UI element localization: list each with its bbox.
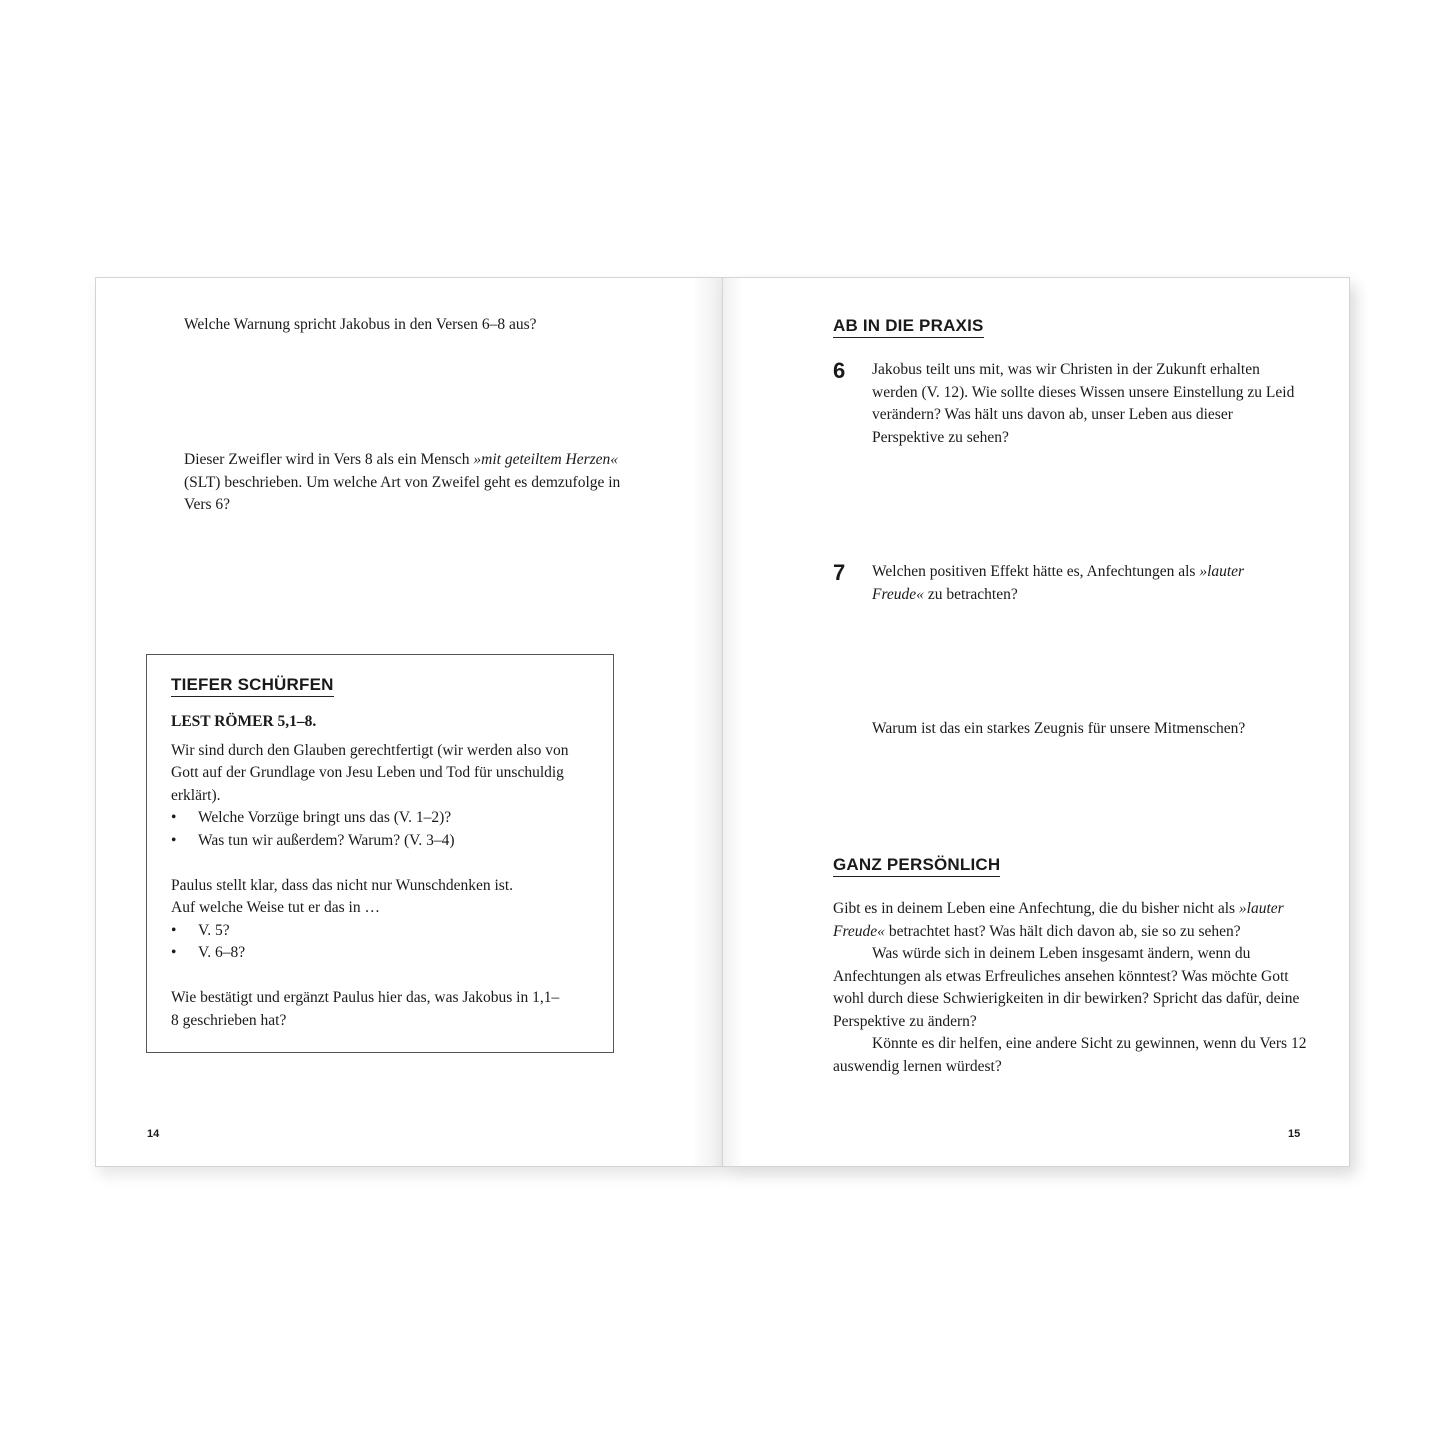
text: Gibt es in deinem Leben eine Anfechtung, die du bisher nicht als: [833, 900, 1239, 917]
quote: »lauter Freude«: [872, 563, 1245, 603]
quote: »mit geteiltem Herzen«: [473, 451, 619, 468]
quote: »lauter Freude«: [833, 900, 1284, 940]
text: Welchen positiven Effekt hätte es, Anfechtungen als: [872, 563, 1200, 580]
page-number: 14: [147, 1128, 160, 1140]
bullet: •: [171, 921, 177, 939]
question-number: 6: [833, 358, 846, 383]
bullet-text: Welche Vorzüge bringt uns das (V. 1–2)?: [198, 809, 452, 826]
list-item: [171, 920, 586, 943]
personal-para-1: [833, 898, 1308, 943]
list-item: [171, 807, 586, 830]
question-number: 7: [833, 560, 846, 585]
list-item: [171, 942, 586, 965]
box-intro: Wir sind durch den Glauben gerechtfertigt (wir werden also von Gott auf der Grundlage von Jesu Leben und Tod für unschuldig erklärt).: [171, 741, 569, 804]
text: zu betrachten?: [923, 585, 1018, 603]
gutter-shadow: [723, 278, 743, 1166]
text: Dieser Zweifler wird in Vers 8 als ein Mensch: [184, 451, 474, 468]
left-page: [95, 277, 723, 1167]
question-warning: Welche Warnung spricht Jakobus in den Versen 6–8 aus?: [184, 316, 537, 333]
box-para-2: Paulus stellt klar, dass das nicht nur Wunschdenken ist.: [171, 876, 514, 894]
text: (SLT) beschrieben. Um welche Art von Zweifel geht es demzufolge in Vers 6?: [184, 473, 621, 513]
box-subtitle: LEST RÖMER 5,1–8.: [171, 713, 317, 730]
section-title-praxis: AB IN DIE PRAXIS: [833, 316, 984, 338]
question-doubter: [184, 449, 624, 517]
box-content: [171, 711, 586, 1032]
box-para-2b: Auf welche Weise tut er das in …: [171, 899, 380, 916]
question-6: Jakobus teilt uns mit, was wir Christen in der Zukunft erhalten werden (V. 12). Wie sollte dieses Wissen unsere Einstellung zu Leid verändern? Was hält uns davon ab, unser Leben aus dieser Perspektive zu sehen?: [872, 361, 1295, 446]
bullet-text: V. 6–8?: [198, 944, 246, 961]
personal-para-3: Könnte es dir helfen, eine andere Sicht zu gewinnen, wenn du Vers 12 auswendig lernen würdest?: [833, 1035, 1307, 1075]
page-number: 15: [1288, 1128, 1301, 1140]
gutter-shadow: [692, 278, 722, 1166]
bullet: •: [171, 809, 177, 826]
text: betrachtet hast? Was hält dich davon ab, sie so zu sehen?: [884, 922, 1241, 940]
personal-para-2: Was würde sich in deinem Leben insgesamt ändern, wenn du Anfechtungen als etwas Erfreuliches ansehen könntest? Was möchte Gott wohl durch diese Schwierigkeiten in dir bewirken? Spricht das dafür, deine Perspektive zu ändern?: [833, 945, 1300, 1030]
tiefer-schuerfen-box: [146, 654, 614, 1053]
bullet-text: V. 5?: [198, 921, 230, 939]
section-title-persoenlich: GANZ PERSÖNLICH: [833, 855, 1000, 877]
list-item: [171, 830, 586, 853]
personal-text: [833, 898, 1308, 1078]
bullet: •: [171, 944, 177, 961]
box-title: TIEFER SCHÜRFEN: [171, 675, 334, 697]
question-7: [872, 561, 1292, 606]
bullet-text: Was tun wir außerdem? Warum? (V. 3–4): [198, 831, 455, 849]
question-7-followup: Warum ist das ein starkes Zeugnis für unsere Mitmenschen?: [872, 720, 1246, 737]
box-closing: Wie bestätigt und ergänzt Paulus hier das, was Jakobus in 1,1–8 geschrieben hat?: [171, 989, 560, 1029]
right-page: [722, 277, 1350, 1167]
bullet: •: [171, 831, 177, 849]
